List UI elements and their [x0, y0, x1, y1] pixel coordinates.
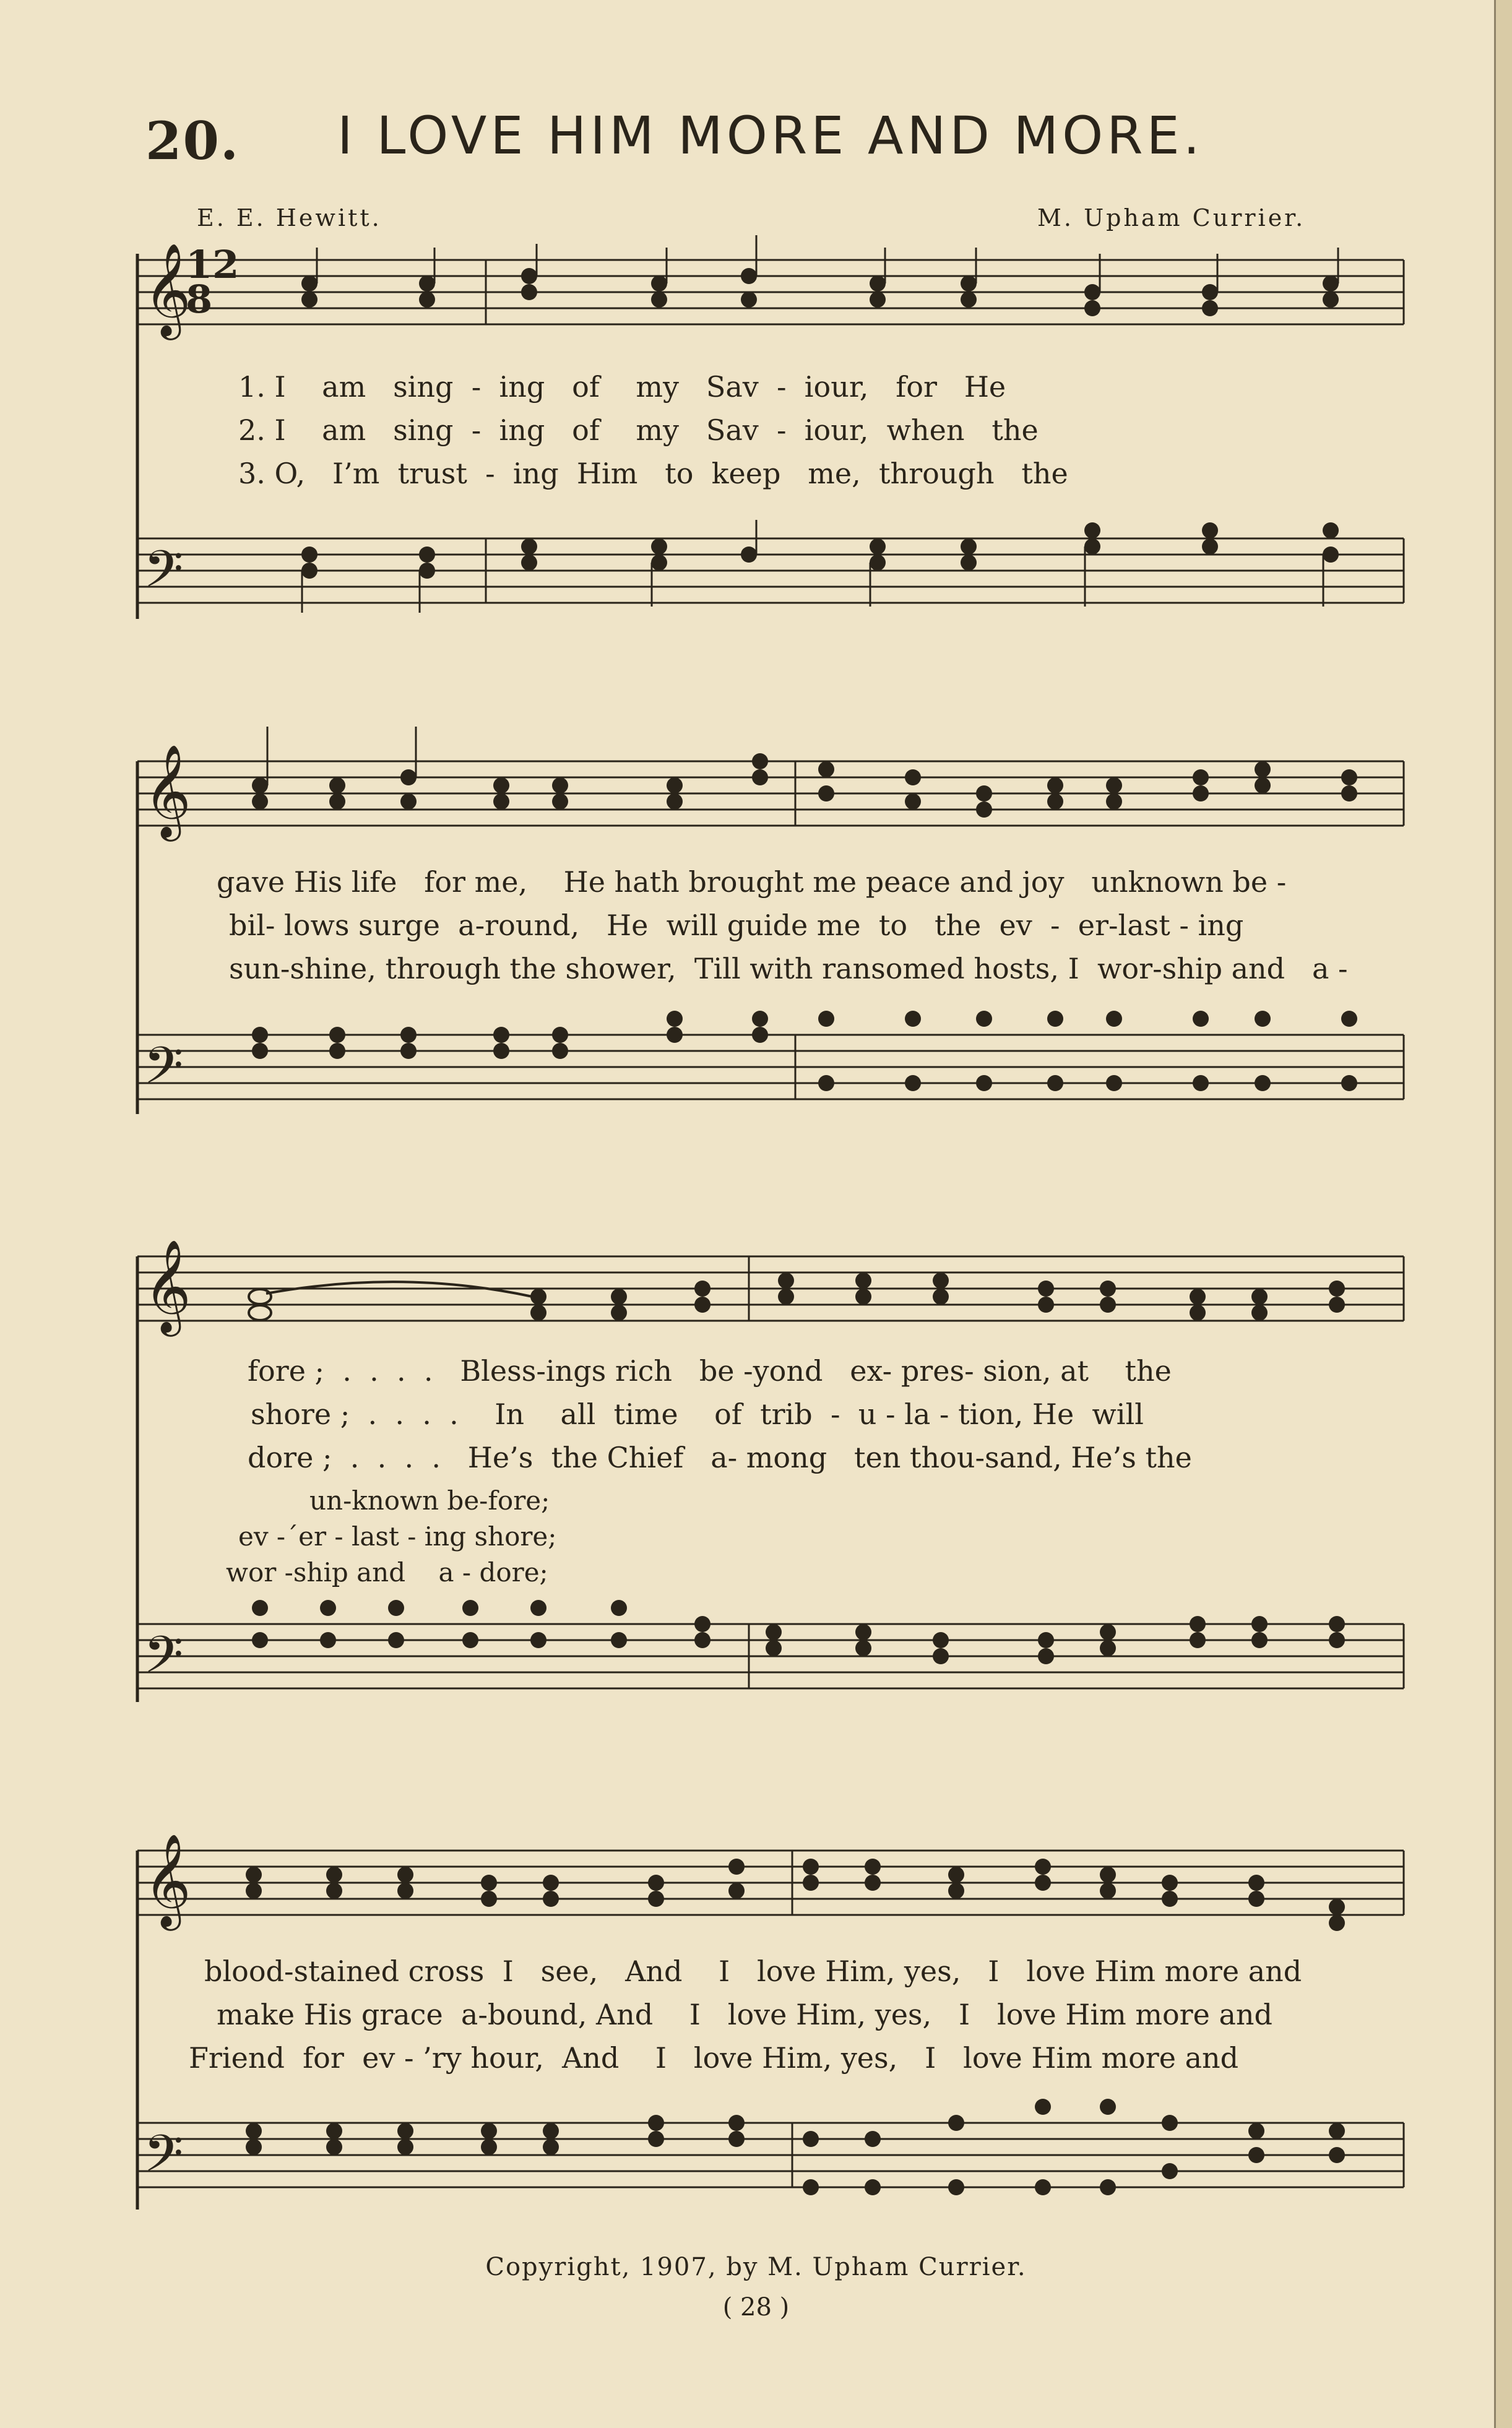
page-number: ( 28 ) — [722, 2293, 790, 2322]
svg-text:𝄢: 𝄢 — [144, 2123, 184, 2196]
time-signature — [186, 242, 240, 322]
svg-text:𝄢: 𝄢 — [144, 1035, 184, 1108]
svg-text:𝄢: 𝄢 — [144, 539, 184, 611]
system-3-extra-lyric-1: un-known be-fore; — [309, 1485, 550, 1516]
system-4-lyric-verse-2: make His grace a-bound, And I love Him, yes, I love Him more and — [217, 1998, 1272, 2031]
system-3-extra-lyric-3: wor -ship and a - dore; — [226, 1557, 548, 1588]
system-4-lyric-verse-1: blood-stained cross I see, And I love Him, yes, I love Him more and — [204, 1955, 1302, 1988]
lyricist-credit: E. E. Hewitt. — [197, 204, 382, 231]
composer-credit: M. Upham Currier. — [1037, 204, 1306, 231]
svg-text:𝄢: 𝄢 — [144, 1625, 184, 1697]
svg-text:𝄞: 𝄞 — [144, 242, 191, 336]
svg-text:𝄞: 𝄞 — [144, 743, 191, 837]
system-1-lyric-verse-1: 1. I am sing - ing of my Sav - iour, for He — [238, 370, 1006, 404]
hymn-number: 20. — [145, 110, 240, 171]
title-row — [145, 105, 1321, 173]
system-1-lyric-verse-2: 2. I am sing - ing of my Sav - iour, when the — [238, 413, 1039, 447]
system-3-lyric-verse-2: shore ; . . . . In all time of trib - u - la - tion, He will — [251, 1398, 1144, 1431]
system-2-lyric-verse-3: sun-shine, through the shower, Till with ransomed hosts, I wor-ship and a - — [229, 952, 1348, 985]
time-signature-bottom: 8 — [186, 277, 213, 322]
system-3-lyric-verse-1: fore ; . . . . Bless-ings rich be -yond ex- pres- sion, at the — [248, 1354, 1172, 1388]
system-3-extra-lyric-2: ev -´er - last - ing shore; — [238, 1521, 557, 1552]
copyright-notice: Copyright, 1907, by M. Upham Currier. — [485, 2253, 1027, 2281]
hymn-title: I LOVE HIM MORE AND MORE. — [337, 105, 1204, 166]
system-2-lyric-verse-2: bil- lows surge a-round, He will guide me to the ev - er-last - ing — [229, 909, 1244, 942]
svg-text:𝄞: 𝄞 — [144, 1238, 191, 1333]
system-2-lyric-verse-1: gave His life for me, He hath brought me peace and joy unknown be - — [217, 865, 1287, 899]
time-signature-top: 12 — [186, 242, 240, 287]
system-4-lyric-verse-3: Friend for ev - ’ry hour, And I love Him, yes, I love Him more and — [189, 2041, 1239, 2075]
svg-text:𝄞: 𝄞 — [144, 1833, 191, 1927]
system-3-lyric-verse-3: dore ; . . . . He’s the Chief a- mong ten thou-sand, He’s the — [248, 1441, 1192, 1474]
system-1-lyric-verse-3: 3. O, I’m trust - ing Him to keep me, through the — [238, 457, 1068, 490]
